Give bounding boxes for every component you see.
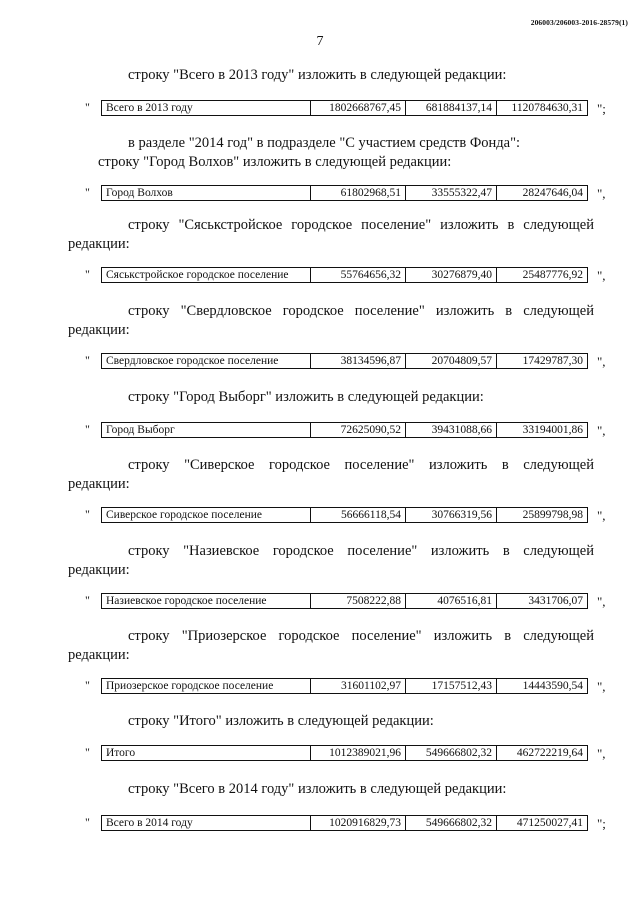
closing-quote: ", (597, 268, 606, 283)
instruction-paragraph (98, 66, 594, 85)
opening-quote: " (85, 678, 90, 692)
row-table (101, 815, 588, 831)
amended-table-row (85, 353, 615, 370)
amended-table-row (85, 745, 615, 762)
opening-quote: " (85, 815, 90, 829)
paragraph-line: в разделе "2014 год" в подразделе "С участием средств Фонда": (128, 135, 521, 151)
instruction-paragraph (68, 302, 594, 340)
row-value-total-cell: 56666118,54 (311, 508, 406, 523)
paragraph-line: редакции: (68, 322, 130, 338)
amended-table-row (85, 185, 615, 202)
amended-table-row (85, 507, 615, 524)
row-value-budget-cell: 14443590,54 (497, 679, 588, 694)
row-value-fund-cell: 549666802,32 (406, 816, 497, 831)
closing-quote: "; (597, 816, 606, 831)
paragraph-line: строку "Сиверское городское поселение" изложить в следующей (128, 457, 594, 473)
closing-quote: ", (597, 354, 606, 369)
row-value-budget-cell: 25487776,92 (497, 268, 588, 283)
row-value-budget-cell: 17429787,30 (497, 354, 588, 369)
closing-quote: ", (597, 423, 606, 438)
table-row (102, 354, 588, 369)
row-table (101, 267, 588, 283)
table-row (102, 679, 588, 694)
instruction-paragraph (68, 627, 594, 665)
closing-quote: ", (597, 594, 606, 609)
amended-table-row (85, 678, 615, 695)
row-value-fund-cell: 30276879,40 (406, 268, 497, 283)
paragraph-line: строку "Назиевское городское поселение" изложить в следующей (128, 543, 594, 559)
row-table (101, 507, 588, 523)
opening-quote: " (85, 507, 90, 521)
row-value-total-cell: 31601102,97 (311, 679, 406, 694)
amended-table-row (85, 422, 615, 439)
table-row (102, 816, 588, 831)
opening-quote: " (85, 100, 90, 114)
row-value-budget-cell: 33194001,86 (497, 423, 588, 438)
row-table (101, 353, 588, 369)
table-row (102, 268, 588, 283)
row-name-cell: Всего в 2014 году (102, 816, 311, 831)
row-value-total-cell: 61802968,51 (311, 186, 406, 201)
closing-quote: "; (597, 101, 606, 116)
row-name-cell: Итого (102, 746, 311, 761)
opening-quote: " (85, 593, 90, 607)
row-value-budget-cell: 1120784630,31 (497, 101, 588, 116)
amended-table-row (85, 100, 615, 117)
instruction-paragraph (98, 780, 594, 799)
row-value-budget-cell: 28247646,04 (497, 186, 588, 201)
row-name-cell: Сяськстройское городское поселение (102, 268, 311, 283)
paragraph-line: строку "Итого" изложить в следующей редакции: (128, 713, 434, 729)
opening-quote: " (85, 422, 90, 436)
row-name-cell: Назиевское городское поселение (102, 594, 311, 609)
row-name-cell: Приозерское городское поселение (102, 679, 311, 694)
paragraph-line: строку "Город Выборг" изложить в следующей редакции: (128, 389, 484, 405)
paragraph-line: редакции: (68, 647, 130, 663)
row-name-cell: Город Волхов (102, 186, 311, 201)
opening-quote: " (85, 353, 90, 367)
table-row (102, 746, 588, 761)
paragraph-line: строку "Всего в 2013 году" изложить в следующей редакции: (128, 67, 507, 83)
row-name-cell: Свердловское городское поселение (102, 354, 311, 369)
opening-quote: " (85, 267, 90, 281)
row-table (101, 745, 588, 761)
amended-table-row (85, 267, 615, 284)
paragraph-line: строку "Приозерское городское поселение" изложить в следующей (128, 628, 594, 644)
row-value-fund-cell: 30766319,56 (406, 508, 497, 523)
instruction-paragraph (68, 216, 594, 254)
instruction-paragraph (68, 456, 594, 494)
row-name-cell: Всего в 2013 году (102, 101, 311, 116)
closing-quote: ", (597, 746, 606, 761)
row-value-budget-cell: 3431706,07 (497, 594, 588, 609)
amended-table-row (85, 815, 615, 832)
row-value-fund-cell: 39431088,66 (406, 423, 497, 438)
table-row (102, 508, 588, 523)
paragraph-line: редакции: (68, 562, 130, 578)
row-value-fund-cell: 20704809,57 (406, 354, 497, 369)
row-value-budget-cell: 462722219,64 (497, 746, 588, 761)
row-table (101, 422, 588, 438)
table-row (102, 594, 588, 609)
closing-quote: ", (597, 679, 606, 694)
row-value-budget-cell: 471250027,41 (497, 816, 588, 831)
paragraph-line: строку "Город Волхов" изложить в следующей редакции: (98, 154, 452, 170)
page-number: 7 (316, 34, 324, 49)
table-row (102, 101, 588, 116)
instruction-paragraph (98, 134, 594, 172)
opening-quote: " (85, 745, 90, 759)
closing-quote: ", (597, 508, 606, 523)
row-table (101, 678, 588, 694)
row-table (101, 185, 588, 201)
table-row (102, 186, 588, 201)
row-value-total-cell: 1802668767,45 (311, 101, 406, 116)
row-value-total-cell: 55764656,32 (311, 268, 406, 283)
opening-quote: " (85, 185, 90, 199)
instruction-paragraph (98, 712, 594, 731)
row-name-cell: Город Выборг (102, 423, 311, 438)
row-value-total-cell: 7508222,88 (311, 594, 406, 609)
table-row (102, 423, 588, 438)
closing-quote: ", (597, 186, 606, 201)
row-table (101, 100, 588, 116)
paragraph-line: строку "Всего в 2014 году" изложить в следующей редакции: (128, 781, 507, 797)
document-id: 206003/206003-2016-28579(1) (530, 18, 628, 27)
row-value-total-cell: 72625090,52 (311, 423, 406, 438)
row-value-total-cell: 1020916829,73 (311, 816, 406, 831)
paragraph-line: строку "Свердловское городское поселение" изложить в следующей (128, 303, 594, 319)
row-value-fund-cell: 4076516,81 (406, 594, 497, 609)
paragraph-line: строку "Сяськстройское городское поселение" изложить в следующей (128, 217, 594, 233)
paragraph-line: редакции: (68, 236, 130, 252)
row-value-fund-cell: 681884137,14 (406, 101, 497, 116)
row-name-cell: Сиверское городское поселение (102, 508, 311, 523)
row-table (101, 593, 588, 609)
row-value-total-cell: 1012389021,96 (311, 746, 406, 761)
paragraph-line: редакции: (68, 476, 130, 492)
row-value-budget-cell: 25899798,98 (497, 508, 588, 523)
instruction-paragraph (68, 542, 594, 580)
row-value-fund-cell: 549666802,32 (406, 746, 497, 761)
instruction-paragraph (98, 388, 594, 407)
amended-table-row (85, 593, 615, 610)
row-value-total-cell: 38134596,87 (311, 354, 406, 369)
row-value-fund-cell: 17157512,43 (406, 679, 497, 694)
row-value-fund-cell: 33555322,47 (406, 186, 497, 201)
